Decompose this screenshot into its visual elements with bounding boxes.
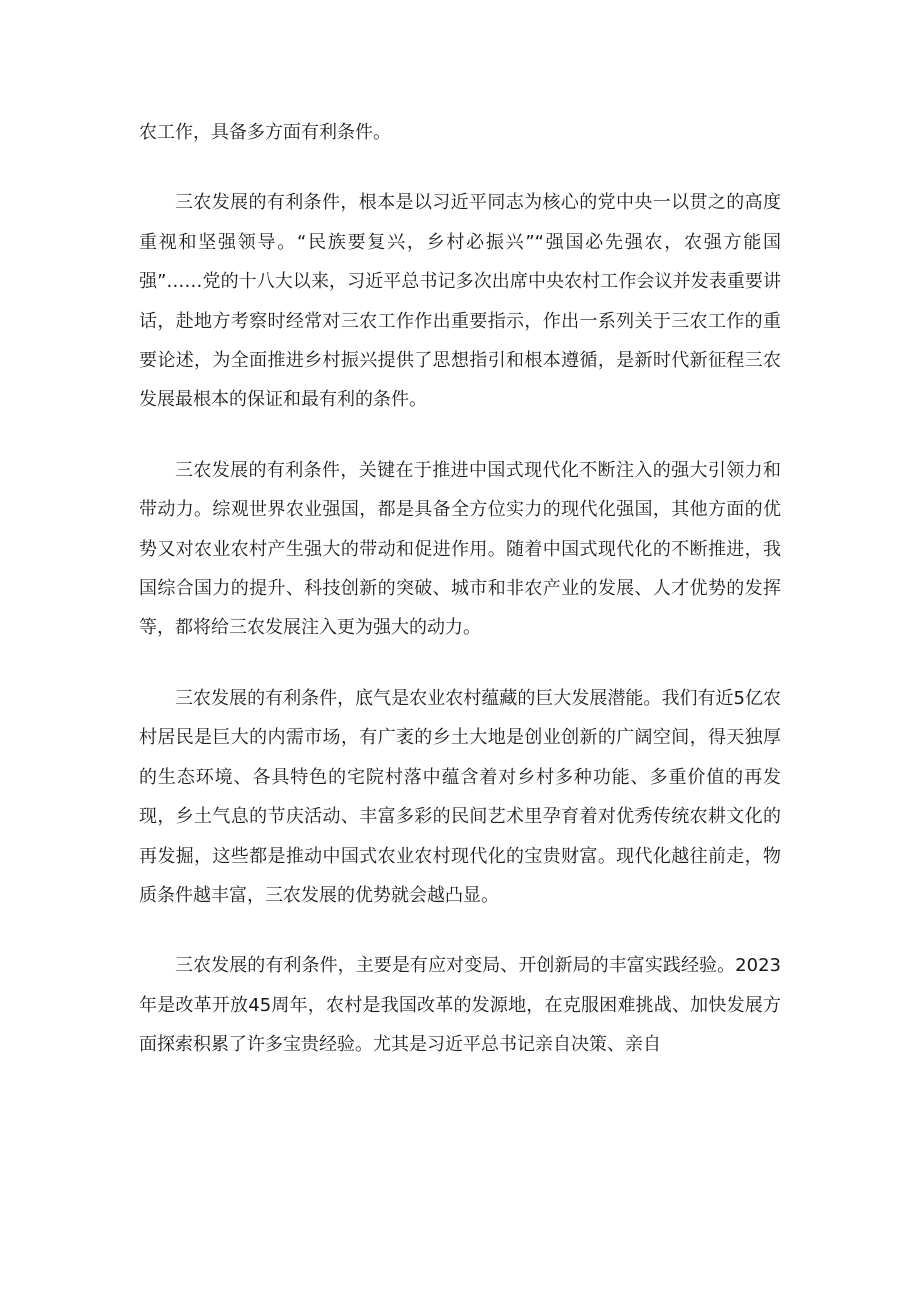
paragraph-continuation: 农工作，具备多方面有利条件。 bbox=[139, 122, 391, 143]
document-body bbox=[139, 113, 781, 1065]
paragraph-potential: 三农发展的有利条件，底气是农业农村蕴藏的巨大发展潜能。我们有近5亿农村居民是巨大的内需市场，有广袤的乡土大地是创业创新的广阔空间，得天独厚的生态环境、各具特色的宅院村落中蕴含着对乡村多种功能、多重价值的再发现，乡土气息的节庆活动、丰富多彩的民间艺术里孕育着对优秀传统农耕文化的再发掘，这些都是推动中国式农业农村现代化的宝贵财富。现代化越往前走，物质条件越丰富，三农发展的优势就会越凸显。 bbox=[139, 687, 781, 906]
paragraph-experience: 三农发展的有利条件，主要是有应对变局、开创新局的丰富实践经验。2023年是改革开放45周年，农村是我国改革的发源地，在克服困难挑战、加快发展方面探索积累了许多宝贵经验。尤其是习近平总书记亲自决策、亲自 bbox=[139, 955, 781, 1056]
paragraph-leadership: 三农发展的有利条件，根本是以习近平同志为核心的党中央一以贯之的高度重视和坚强领导。“民族要复兴，乡村必振兴”“强国必先强农，农强方能国强”……党的十八大以来，习近平总书记多次出席中央农村工作会议并发表重要讲话，赴地方考察时经常对三农工作作出重要指示，作出一系列关于三农工作的重要论述，为全面推进乡村振兴提供了思想指引和根本遵循，是新时代新征程三农发展最根本的保证和最有利的条件。 bbox=[139, 192, 781, 411]
paragraph-modernization: 三农发展的有利条件，关键在于推进中国式现代化不断注入的强大引领力和带动力。综观世界农业强国，都是具备全方位实力的现代化强国，其他方面的优势又对农业农村产生强大的带动和促进作用。随着中国式现代化的不断推进，我国综合国力的提升、科技创新的突破、城市和非农产业的发展、人才优势的发挥等，都将给三农发展注入更为强大的动力。 bbox=[139, 459, 781, 639]
